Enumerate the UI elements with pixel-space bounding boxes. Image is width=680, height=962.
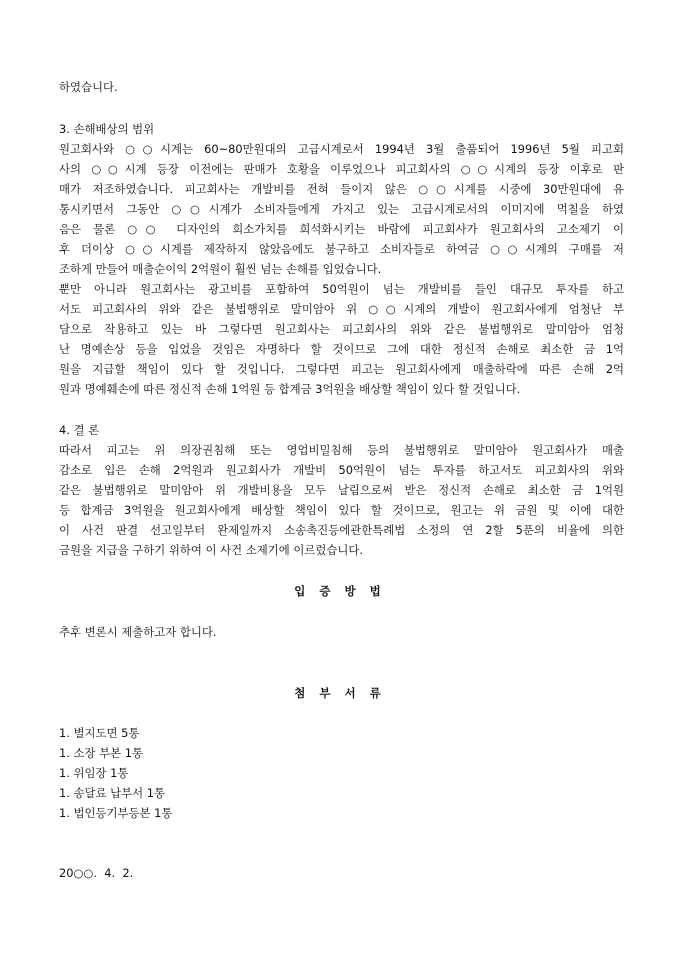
section4-para-line: 금원을 지급을 구하기 위하여 이 사건 소제기에 이르렀습니다.: [59, 543, 364, 557]
document-date: 20○○. 4. 2.: [59, 866, 134, 880]
attachment-item: 1. 위임장 1통: [59, 766, 129, 780]
evidence-title: 입 증 방 법: [294, 584, 386, 598]
section3-para1-line: 원고회사와 ○○시계는 60~80만원대의 고급시계로서 1994년 3월 출품되어 1996년 5월 피고회: [59, 142, 624, 156]
attachments-title: 첨 부 서 류: [294, 686, 386, 700]
section3-para1-line: 사의 ○○시계 등장 이전에는 판매가 호황을 이루었으나 피고회사의 ○○시계의 등장 이후로 판: [59, 162, 624, 176]
section3-para2-line: 원과 명예훼손에 따른 정신적 손해 1억원 등 합계금 3억원을 배상할 책임이 있다 할 것입니다.: [59, 382, 521, 396]
section3-para2-line: 서도 피고회사의 위와 같은 불법행위로 말미암아 위 ○○시계의 개발이 원고회사에게 엄청난 부: [59, 302, 624, 316]
section3-para1-line: 음은 물론 ○○ 디자인의 희소가치를 희석화시키는 바람에 피고회사가 원고회사의 고소제기 이: [59, 222, 624, 236]
section3-para2-line: 뿐만 아니라 원고회사는 광고비를 포함하여 50억원이 넘는 개발비를 들인 대규모 투자를 하고: [59, 282, 624, 296]
section3-para1-line: 조하게 만들어 매출순이익 2억원이 훨씬 넘는 손해를 입었습니다.: [59, 262, 382, 276]
section4-para-line: 감소로 입은 손해 2억원과 원고회사가 개발비 50억원이 넘는 투자를 하고서도 피고회사의 위와: [59, 463, 624, 477]
attachment-item: 1. 송달료 납부서 1통: [59, 786, 166, 800]
section4-para-line: 같은 불법행위로 말미암아 위 개발비용을 모두 날림으로써 받은 정신적 손해로 최소한 금 1억원: [59, 483, 624, 497]
section4-para-line: 따라서 피고는 위 의장권침해 또는 영업비밀침해 등의 불법행위로 말미암아 원고회사가 매출: [59, 443, 624, 457]
section4-heading: 4. 결 론: [59, 423, 100, 437]
section3-para1-line: 매가 저조하였습니다. 피고회사는 개발비를 전혀 들이지 않은 ○○시계를 시중에 30만원대에 유: [59, 182, 624, 196]
continued-line: 하였습니다.: [59, 80, 118, 94]
section4-para-line: 이 사건 판결 선고일부터 완제일까지 소송촉진등에관한특례법 소정의 연 2할 5푼의 비율에 의한: [59, 523, 624, 537]
section3-para2-line: 원을 지급할 책임이 있다 할 것입니다. 그렇다면 피고는 원고회사에게 매출하락에 따른 손해 2억: [59, 362, 624, 376]
attachment-item: 1. 법인등기부등본 1통: [59, 806, 173, 820]
section4-para-line: 등 합계금 3억원을 원고회사에게 배상할 책임이 있다 할 것이므로, 원고는 위 금원 및 이에 대한: [59, 503, 624, 517]
attachment-item: 1. 소장 부본 1통: [59, 746, 143, 760]
section3-heading: 3. 손해배상의 범위: [59, 122, 155, 136]
attachment-item: 1. 별지도면 5통: [59, 726, 140, 740]
section3-para2-line: 담으로 작용하고 있는 바 그렇다면 원고회사는 피고회사의 위와 같은 불법행위로 말미암아 엄청: [59, 322, 624, 336]
section3-para2-line: 난 명예손상 등을 입었을 것임은 자명하다 할 것이므로 그에 대한 정신적 손해로 최소한 금 1억: [59, 342, 624, 356]
section3-para1-line: 후 더이상 ○○시계를 제작하지 않았음에도 불구하고 소비자들로 하여금 ○○시계의 구매를 저: [59, 242, 624, 256]
evidence-text: 추후 변론시 제출하고자 합니다.: [59, 625, 217, 639]
section3-para1-line: 통시키면서 그동안 ○○시계가 소비자들에게 가지고 있는 고급시계로서의 이미지에 먹칠을 하였: [59, 202, 624, 216]
